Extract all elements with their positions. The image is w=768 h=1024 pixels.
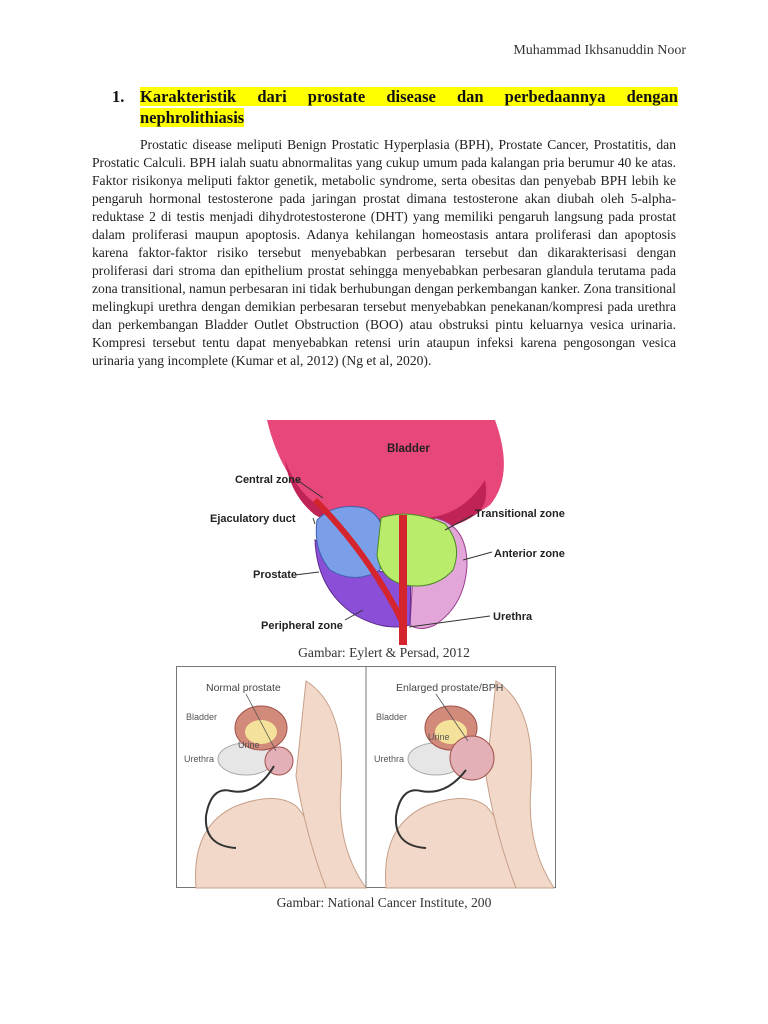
prostate-zones-figure: [205, 420, 565, 645]
figure2-caption: Gambar: National Cancer Institute, 200: [276, 895, 492, 910]
section-title-wrapper: [140, 86, 678, 128]
urethra-label: Urethra: [493, 611, 533, 623]
left-prostate-shape: [265, 747, 293, 775]
figure1-caption: Gambar: Eylert & Persad, 2012: [298, 645, 470, 660]
author-name: Muhammad Ikhsanuddin Noor: [513, 43, 686, 58]
transitional-zone-shape: [377, 514, 457, 586]
anterior-zone-label: Anterior zone: [494, 548, 565, 560]
ejaculatory-duct-label: Ejaculatory duct: [210, 513, 296, 525]
normal-prostate-title: Normal prostate: [206, 682, 281, 694]
transitional-zone-label: Transitional zone: [475, 508, 565, 520]
section-title: Karakteristik dari prostate disease dan perbedaannya dengan nephrolithiasis: [140, 87, 678, 127]
section-number: 1.: [112, 87, 125, 106]
bladder-label: Bladder: [387, 443, 430, 455]
left-urine-label: Urine: [238, 740, 260, 750]
prostate-label: Prostate: [253, 569, 298, 581]
section-heading: [112, 86, 678, 128]
prostate-comparison-figure: [176, 666, 556, 888]
right-prostate-shape: [450, 736, 494, 780]
left-urethra-label: Urethra: [184, 754, 215, 764]
central-zone-label: Central zone: [235, 474, 302, 486]
right-urine-label: Urine: [428, 732, 450, 742]
right-urethra-label: Urethra: [374, 754, 405, 764]
enlarged-prostate-title: Enlarged prostate/BPH: [396, 682, 504, 694]
body-paragraph: Prostatic disease meliputi Benign Prostatic Hyperplasia (BPH), Prostate Cancer, Prostatitis, dan Prostatic Calculi. BPH ialah suatu abnormalitas yang cukup umum pada kalangan pria berumur 40 ke atas. Faktor risikonya meliputi faktor genetik, metabolic syndrome, serta obesitas dan penyebab BPH lebih ke pengaruh hormonal testosterone pada jaringan prostat dimana testosterone akan diubah oleh 5-alpha-reduktase 2 di testis menjadi dihydrotestosterone (DHT) yang memiliki pengaruh langsung pada prostat dalam proliferasi maupun apoptosis. Adanya kehilangan homeostasis antara proliferasi dan apoptosis karena faktor-faktor risiko tersebut menyebabkan perbesaran tersebut dan dikarakterisasi dengan proliferasi dari stroma dan epithelium prostat sehingga menyebabkan perbesaran glandula terutama pada zona transitional, namun perbesaran ini tidak berhubungan dengan perkembangan kanker. Zona transitional melingkupi urethra dengan demikian perbesaran tersebut menyebabkan penekanan/kompresi pada urethra dan perkembangan Bladder Outlet Obstruction (BOO) atau obstruksi pintu keluarnya vesica urinaria. Kompresi tersebut tentu dapat menyebabkan retensi urin ataupun infeksi karena pengosongan vesica urinaria yang incomplete (Kumar et al, 2012) (Ng et al, 2020).: [92, 137, 676, 368]
right-bladder-label: Bladder: [376, 712, 408, 722]
left-bladder-label: Bladder: [186, 712, 218, 722]
peripheral-zone-label: Peripheral zone: [261, 620, 343, 632]
